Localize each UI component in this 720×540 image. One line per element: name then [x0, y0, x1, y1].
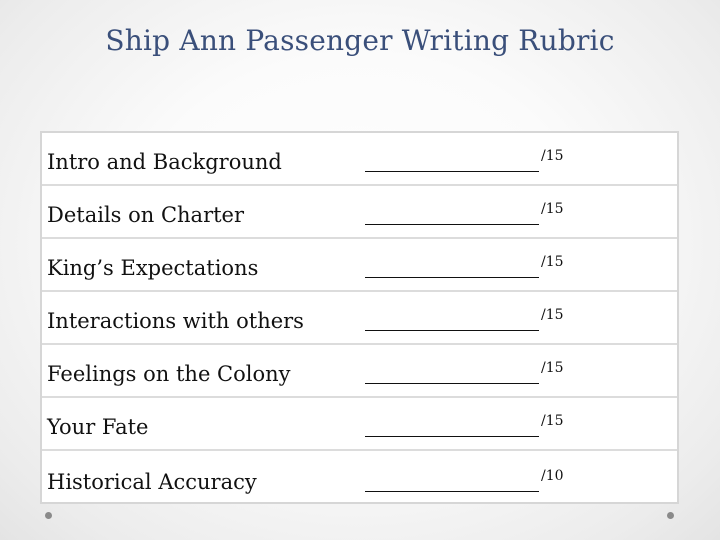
score-blank [365, 436, 539, 437]
criterion-label: King’s Expectations [47, 256, 259, 280]
score-max: /10 [541, 468, 564, 484]
score-max: /15 [541, 413, 564, 429]
score-max: /15 [541, 254, 564, 270]
criterion-label: Intro and Background [47, 150, 282, 174]
rubric-row-interactions [42, 292, 677, 345]
corner-dot-right [667, 512, 674, 519]
page-title: Ship Ann Passenger Writing Rubric [105, 24, 615, 57]
rubric-row-expectations [42, 239, 677, 292]
score-blank [365, 224, 539, 225]
score-max: /15 [541, 148, 564, 164]
rubric-row-intro [42, 133, 677, 186]
criterion-label: Details on Charter [47, 203, 245, 227]
criterion-label: Your Fate [47, 415, 149, 439]
criterion-label: Historical Accuracy [47, 470, 257, 494]
score-max: /15 [541, 201, 564, 217]
rubric-row-accuracy [42, 451, 677, 504]
corner-dot-left [45, 512, 52, 519]
score-blank [365, 330, 539, 331]
score-max: /15 [541, 307, 564, 323]
score-blank [365, 171, 539, 172]
rubric-row-fate [42, 398, 677, 451]
score-blank [365, 277, 539, 278]
criterion-label: Feelings on the Colony [47, 362, 291, 386]
criterion-label: Interactions with others [47, 309, 304, 333]
rubric-row-charter [42, 186, 677, 239]
score-blank [365, 491, 539, 492]
rubric-table [40, 131, 679, 504]
rubric-row-feelings [42, 345, 677, 398]
score-blank [365, 383, 539, 384]
score-max: /15 [541, 360, 564, 376]
